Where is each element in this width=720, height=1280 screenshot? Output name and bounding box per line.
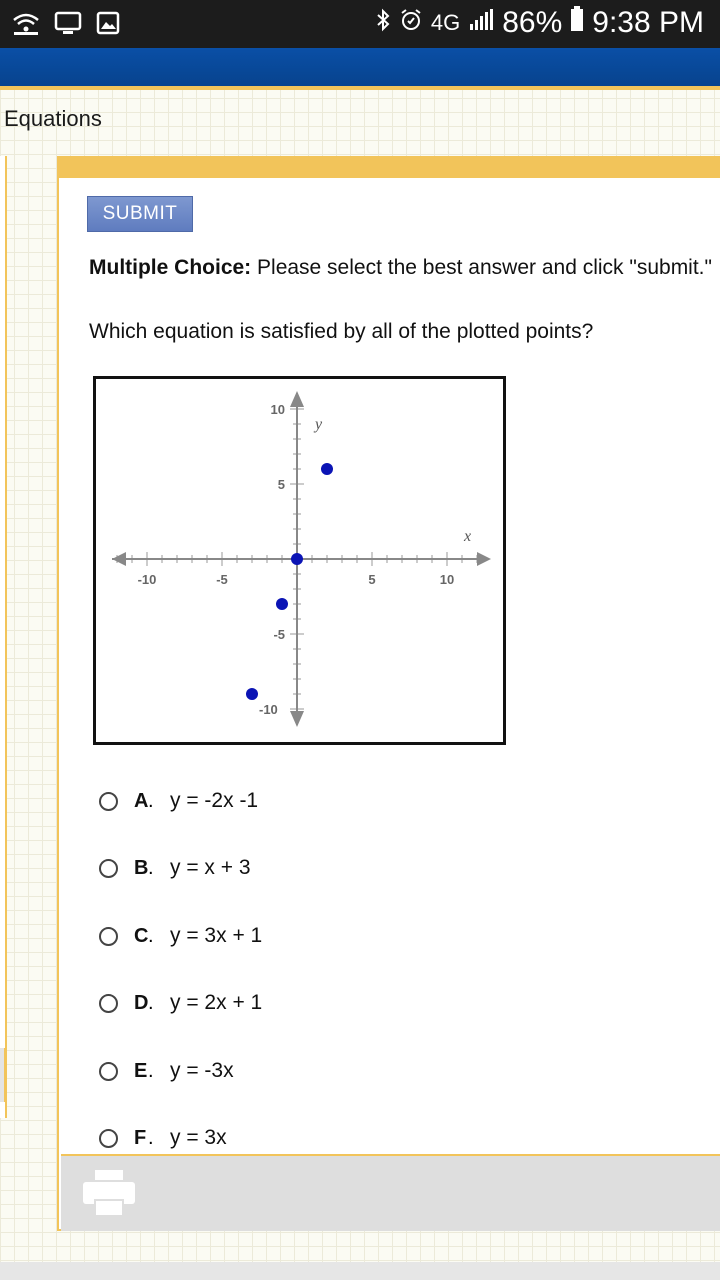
question-card: [57, 156, 720, 1231]
instruction-label: Multiple Choice:: [89, 256, 252, 279]
x-axis-label: x: [464, 528, 472, 545]
image-icon: [96, 11, 120, 40]
status-bar: [0, 0, 720, 48]
choice-letter-period: .: [148, 991, 154, 1014]
choice-letter: A: [134, 789, 149, 812]
choice-a[interactable]: [99, 786, 258, 816]
choice-equation: y = -3x: [170, 1059, 234, 1082]
y-tick-label: -5: [273, 627, 285, 642]
radio-button[interactable]: [99, 994, 118, 1013]
app-header-band: [0, 48, 720, 86]
x-axis-right-arrow: [477, 552, 491, 566]
x-tick-label: 5: [368, 572, 376, 587]
radio-button[interactable]: [99, 792, 118, 811]
left-side-panel: [0, 156, 7, 1118]
card-top-bar: [59, 156, 720, 178]
choice-c[interactable]: [99, 921, 262, 951]
signal-icon: [468, 6, 494, 40]
x-axis-left-arrow: [112, 552, 126, 566]
y-axis-up-arrow: [290, 391, 304, 407]
battery-icon: [570, 6, 584, 40]
plotted-points: [246, 463, 333, 700]
choice-letter: D: [134, 991, 149, 1014]
radio-button[interactable]: [99, 927, 118, 946]
x-tick-label: -5: [216, 572, 228, 587]
choice-letter: C: [134, 924, 149, 947]
status-left-icons: [12, 10, 120, 41]
choice-letter-period: .: [148, 1126, 154, 1149]
choice-d[interactable]: [99, 988, 262, 1018]
y-axis-down-arrow: [290, 711, 304, 727]
question-prompt: Which equation is satisfied by all of the plotted points?: [89, 320, 594, 343]
y-tick-label: -10: [259, 702, 278, 717]
y-tick-label: 10: [270, 402, 285, 417]
coordinate-graph: [93, 376, 506, 745]
choice-equation: y = 3x + 1: [170, 924, 263, 947]
card-footer: [61, 1154, 720, 1231]
instruction-text: Please select the best answer and click "submit.": [257, 256, 712, 279]
plotted-point: [276, 598, 288, 610]
page-title: Equations: [4, 106, 102, 131]
left-panel-tab[interactable]: [0, 1048, 6, 1102]
choice-f[interactable]: [99, 1123, 227, 1153]
choice-equation: y = 2x + 1: [170, 991, 263, 1014]
choice-e[interactable]: [99, 1056, 234, 1086]
choice-letter: E: [134, 1059, 148, 1082]
network-type-label: 4G: [430, 10, 461, 35]
x-tick-label: 10: [439, 572, 455, 587]
y-axis-label: y: [315, 416, 323, 433]
radio-button[interactable]: [99, 1129, 118, 1148]
plotted-point: [246, 688, 258, 700]
plotted-point: [291, 553, 303, 565]
instructions: [89, 256, 712, 280]
x-tick-label: -10: [137, 572, 157, 587]
graph-svg: [96, 379, 503, 742]
choice-b[interactable]: [99, 853, 251, 883]
header-divider: [0, 86, 720, 90]
battery-percent: 86%: [502, 6, 563, 39]
choice-equation: y = x + 3: [170, 856, 251, 879]
radio-button[interactable]: [99, 1062, 118, 1081]
bluetooth-icon: [375, 6, 391, 40]
choice-letter-period: .: [148, 789, 154, 812]
y-tick-label: 5: [277, 477, 285, 492]
plotted-point: [321, 463, 333, 475]
clock-time: 9:38 PM: [592, 6, 704, 39]
print-icon[interactable]: [81, 1168, 137, 1223]
screen-cast-icon: [54, 11, 82, 40]
status-right-icons: [375, 6, 704, 40]
alarm-icon: [399, 6, 423, 40]
submit-button[interactable]: SUBMIT: [87, 196, 193, 232]
choice-equation: y = 3x: [170, 1126, 227, 1149]
wifi-hotspot-icon: [12, 10, 40, 41]
choice-letter: B: [134, 856, 149, 879]
choice-letter: F: [134, 1126, 147, 1149]
bottom-strip: [0, 1262, 720, 1280]
choice-letter-period: .: [148, 1059, 154, 1082]
choice-letter-period: .: [148, 856, 154, 879]
radio-button[interactable]: [99, 859, 118, 878]
choice-letter-period: .: [148, 924, 154, 947]
choice-equation: y = -2x -1: [170, 789, 259, 812]
